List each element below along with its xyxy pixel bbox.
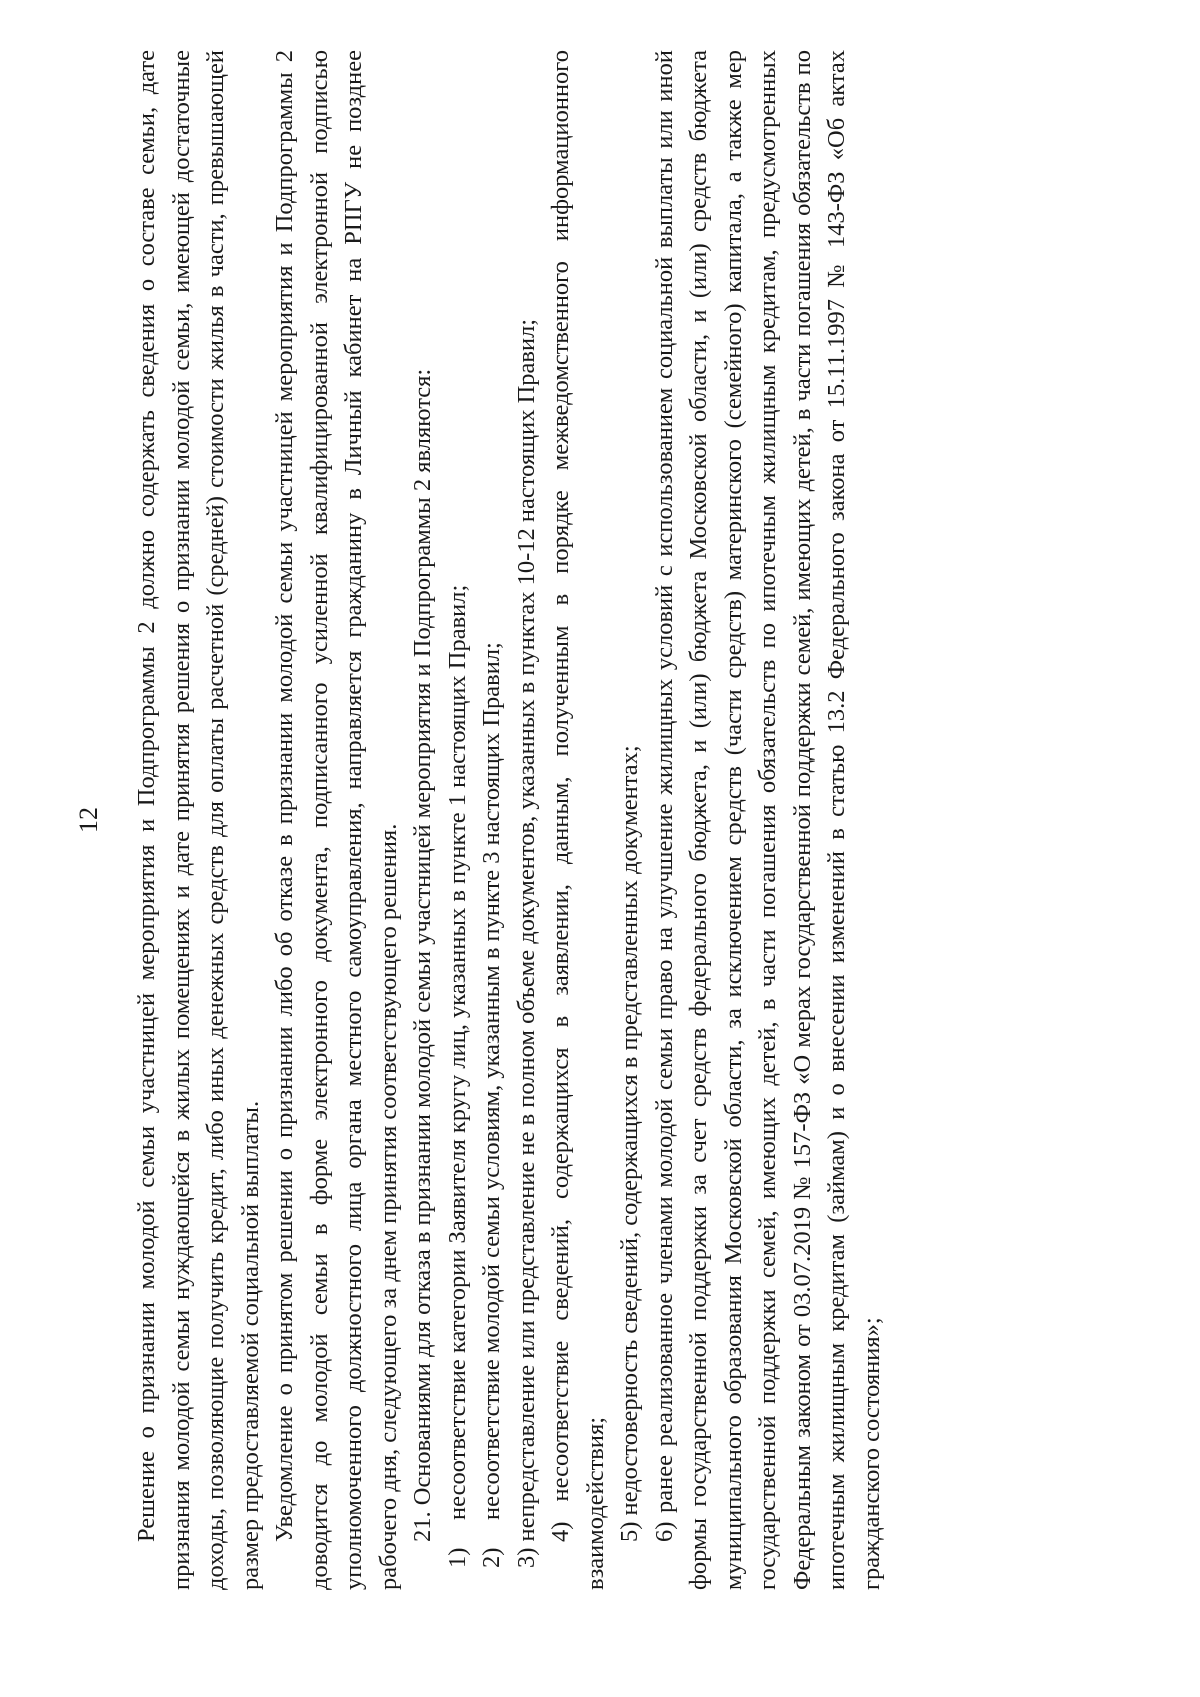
list-item-text: несоответствие молодой семьи условиям, указанным в пункте 3 настоящих Правил; <box>478 642 505 1520</box>
document-body <box>130 50 889 1590</box>
list-item-number: 1) <box>443 1547 471 1568</box>
paragraph-clause-21: 21. Основаниями для отказа в признании молодой семьи участницей мероприятия и Подпрограммы 2 являются: <box>409 368 436 1542</box>
list-item-text: несоответствие категории Заявителя кругу лиц, указанных в пункте 1 настоящих Правил; <box>443 584 471 1520</box>
paragraph-decision: Решение о признании молодой семьи участницей мероприятия и Подпрограммы 2 должно содержать сведения о составе семьи, дате признания молодой семьи нуждающейся в жилых помещениях и дате принятия решения о признании молодой семьи, имеющей достаточные доходы, позволяющие получить кредит, либо иных денежных средств для оплаты расчетной (средней) стоимости жилья в части, превышающей размер предоставляемой социальной выплаты. <box>133 50 264 1590</box>
list-item-3: 3) непредставление или представление не в полном объеме документов, указанных в пунктах 10-12 настоящих Правил; <box>512 318 540 1568</box>
paragraph-notification: Уведомление о принятом решении о признании либо об отказе в признании молодой семьи участницей мероприятия и Подпрограммы 2 доводится до молодой семьи в форме электронного документа, подписанного усиленной квалифицированной электронной подписью уполномоченного должностного лица органа местного самоуправления, направляется гражданину в Личный кабинет на РПГУ не позднее рабочего дня, следующего за днем принятия соответствующего решения. <box>271 50 402 1590</box>
list-item <box>475 50 510 1590</box>
page-number: 12 <box>74 807 103 833</box>
list-item-4: 4) несоответствие сведений, содержащихся в заявлении, данным, полученным в порядке межведомственного информационного взаимодействия; <box>547 50 609 1590</box>
list-item-6: 6) ранее реализованное членами молодой семьи право на улучшение жилищных условий с использованием социальной выплаты или иной формы государственной поддержки за счет средств федерального бюджета, и (или) бюджета Московской области, и (или) средств бюджета муниципального образования Московской области, за исключением средств (части средств) материнского (семейного) капитала, а также мер государственной поддержки семей, имеющих детей, в части погашения обязательств по ипотечным жилищным кредитам, предусмотренных Федеральным законом от 03.07.2019 № 157-ФЗ «О мерах государственной поддержки семей, имеющих детей, в части погашения обязательств по ипотечным жилищным кредитам (займам) и о внесении изменений в статью 13.2 Федерального закона от 15.11.1997 № 143-ФЗ «Об актах гражданского состояния»; <box>650 50 885 1590</box>
list-item-5: 5) недостоверность сведений, содержащихся в представленных документах; <box>616 745 643 1542</box>
list-item <box>441 50 476 1590</box>
list-item-number: 2) <box>478 1547 505 1568</box>
